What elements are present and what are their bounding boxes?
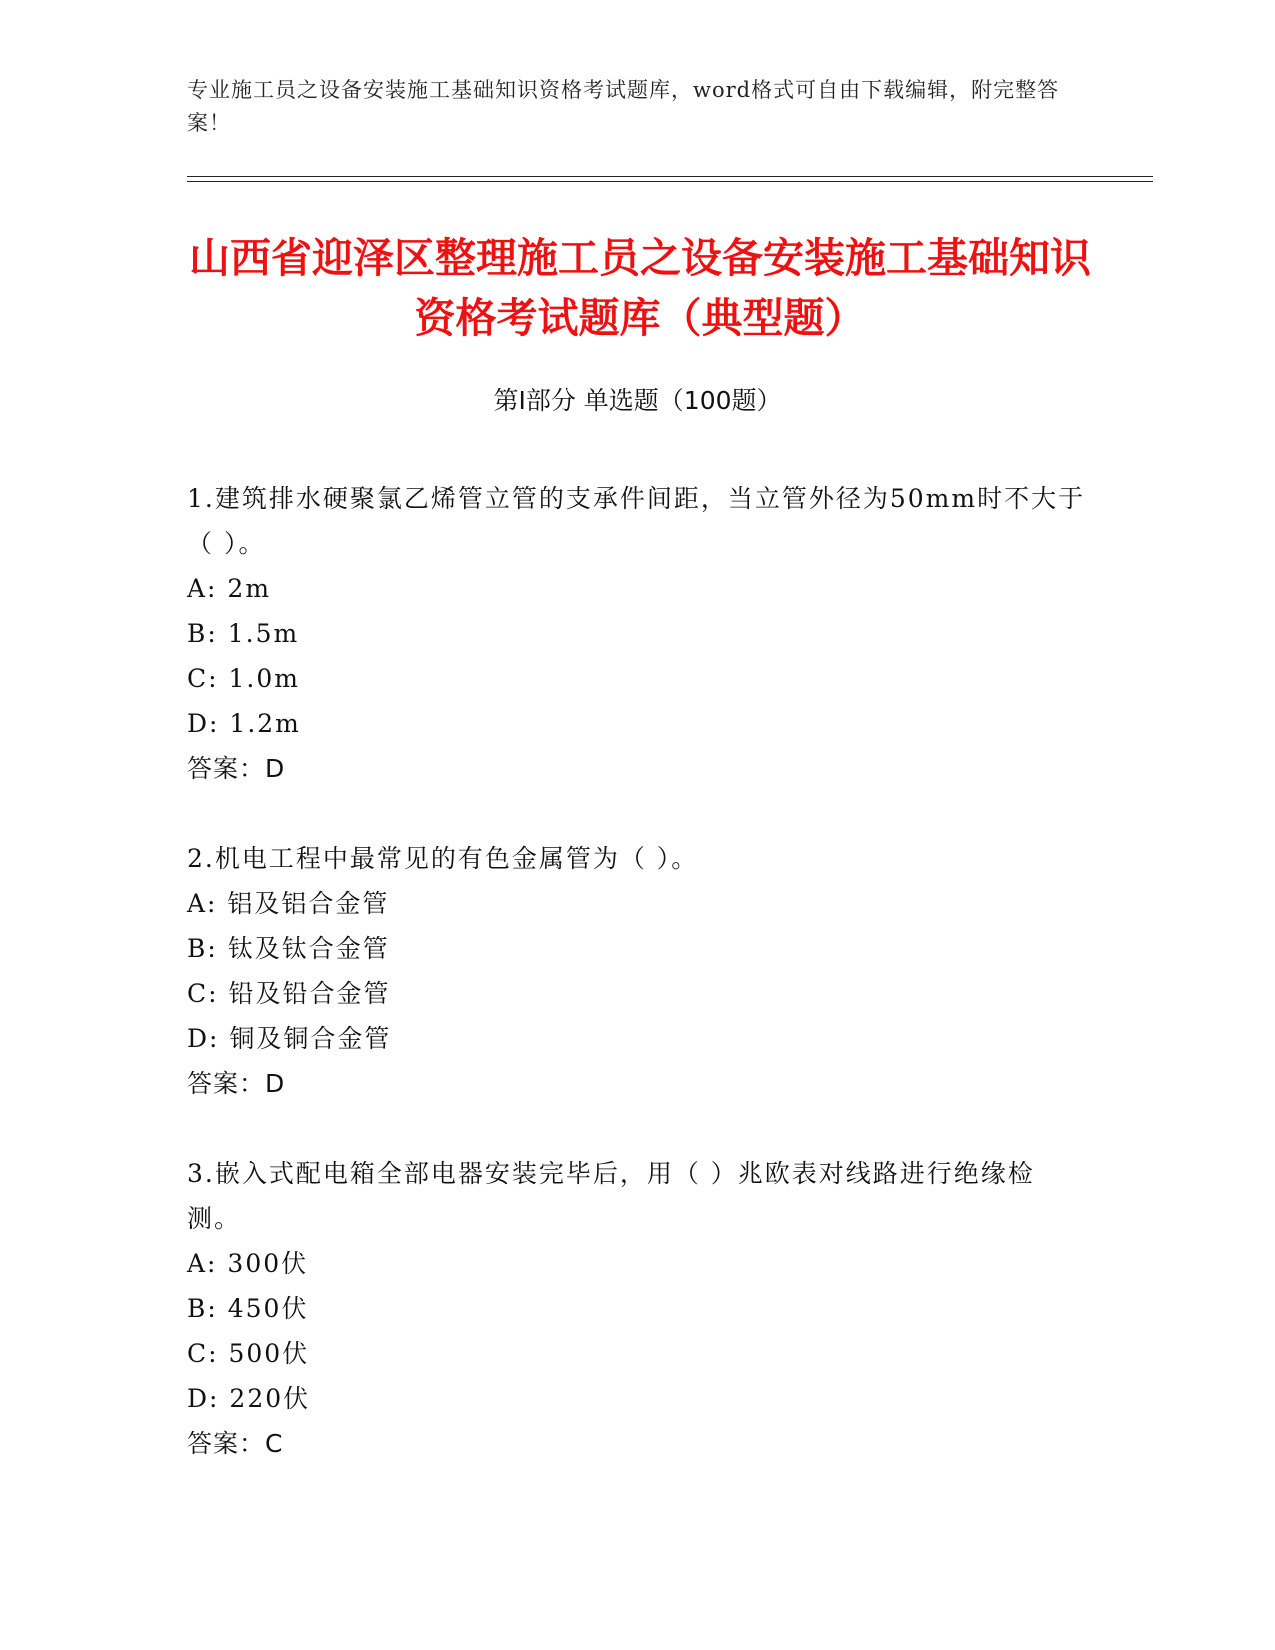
question-stem: 2.机电工程中最常见的有色金属管为（ ）。: [187, 844, 699, 873]
option-d: D: 铜及铜合金管: [187, 1024, 392, 1053]
option-b: B: 450伏: [187, 1294, 309, 1323]
document-title: 山西省迎泽区整理施工员之设备安装施工基础知识资格考试题库（典型题）: [189, 234, 1091, 342]
option-a: A: 300伏: [187, 1249, 309, 1278]
question-3: [187, 1151, 1087, 1466]
question-stem: 3.嵌入式配电箱全部电器安装完毕后，用（ ）兆欧表对线路进行绝缘检测。: [187, 1159, 1035, 1233]
question-stem: 1.建筑排水硬聚氯乙烯管立管的支承件间距，当立管外径为50mm时不大于（ ）。: [187, 484, 1086, 558]
option-a: A: 铝及铝合金管: [187, 889, 390, 918]
header-divider-bottom: [187, 181, 1153, 182]
option-a: A: 2m: [187, 574, 272, 603]
option-b: B: 钛及钛合金管: [187, 934, 390, 963]
option-c: C: 铅及铅合金管: [187, 979, 391, 1008]
option-d: D: 220伏: [187, 1384, 311, 1413]
option-c: C: 500伏: [187, 1339, 310, 1368]
header-note: 专业施工员之设备安装施工基础知识资格考试题库，word格式可自由下载编辑，附完整答案！: [187, 78, 1060, 135]
question-list: [187, 476, 1087, 1511]
header-divider-top: [187, 176, 1153, 177]
option-c: C: 1.0m: [187, 664, 300, 693]
option-d: D: 1.2m: [187, 709, 301, 738]
answer-label: 答案：C: [187, 1429, 284, 1458]
question-1: [187, 476, 1087, 791]
answer-label: 答案：D: [187, 1069, 286, 1098]
section-heading: 第Ⅰ部分 单选题（100题）: [493, 386, 782, 415]
option-b: B: 1.5m: [187, 619, 300, 648]
question-2: [187, 836, 1087, 1106]
answer-label: 答案：D: [187, 754, 286, 783]
